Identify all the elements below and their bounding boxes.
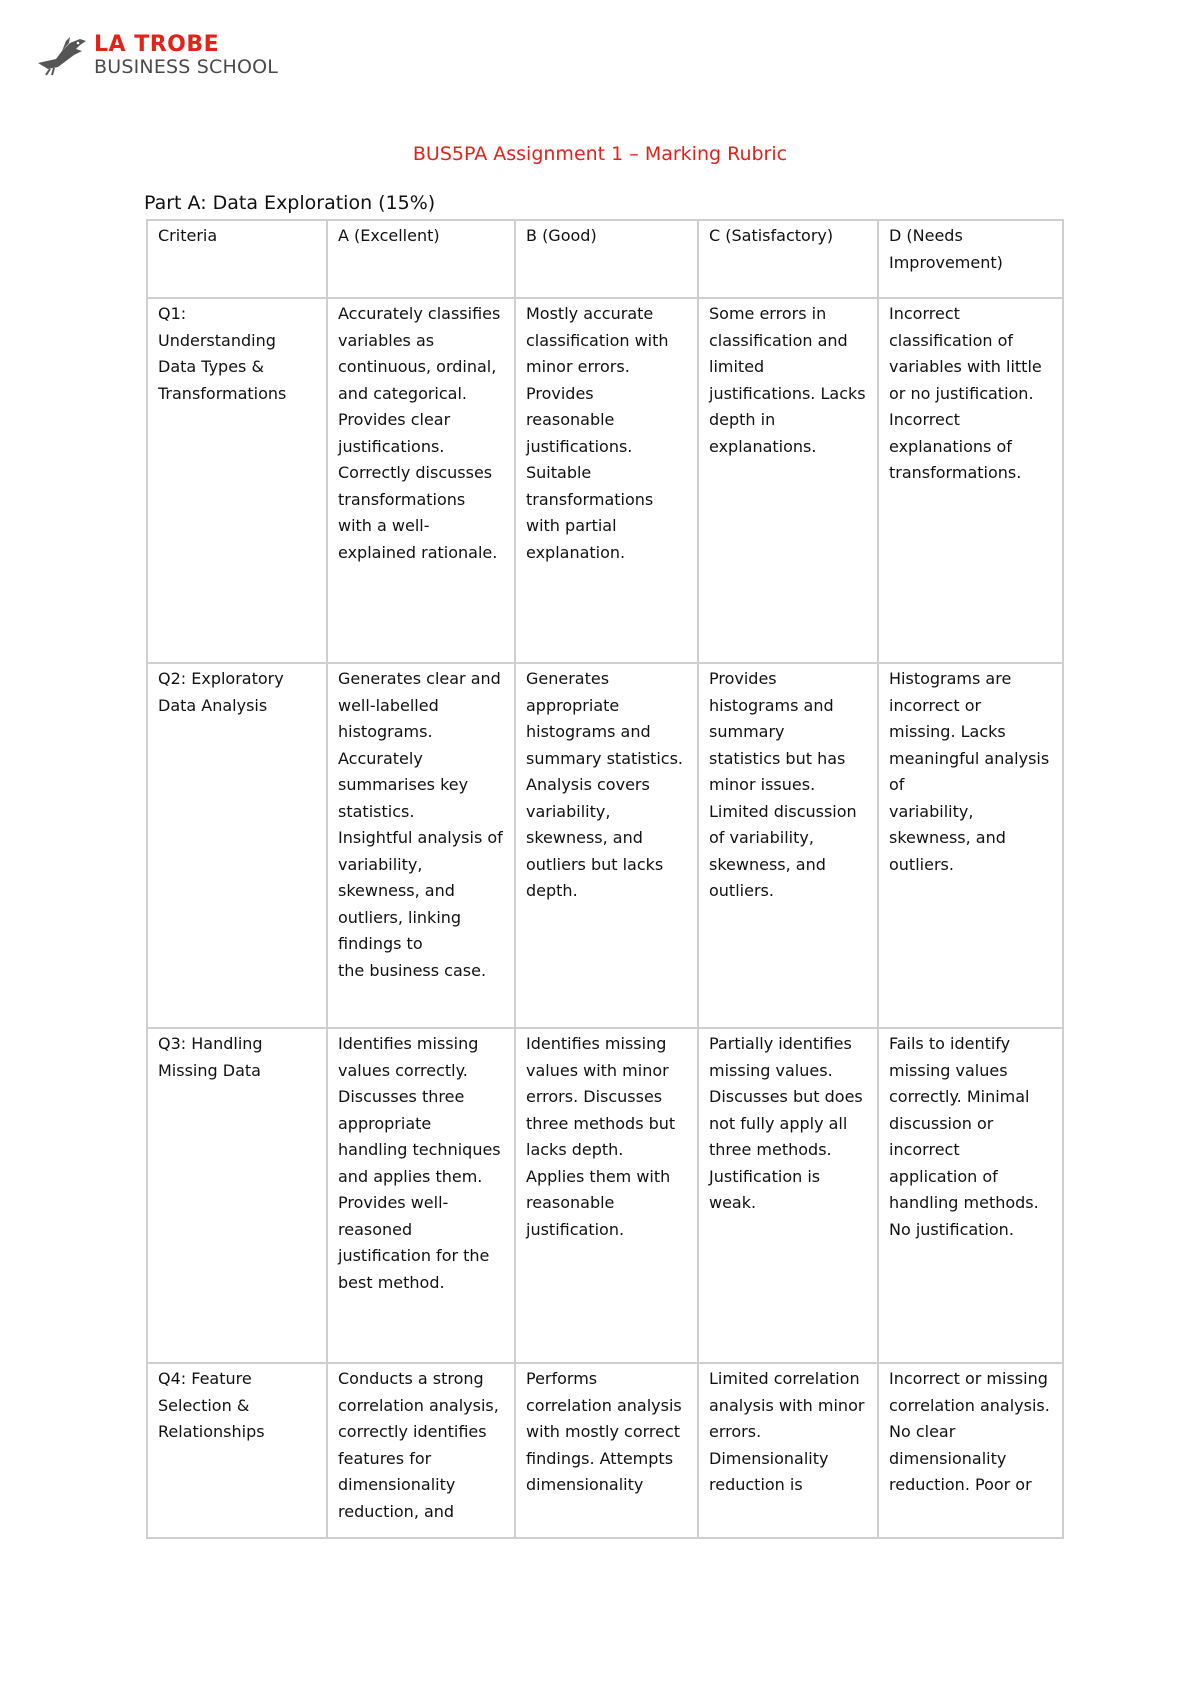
- marking-rubric-table: [146, 219, 1064, 1539]
- table-row: [147, 1028, 1063, 1363]
- grade-d-cell: Histograms are incorrect or missing. Lacks meaningful analysis of variability, skewness, and outliers.: [878, 663, 1063, 1028]
- table-row: [147, 663, 1063, 1028]
- grade-c-cell: Some errors in classification and limited justifications. Lacks depth in explanations.: [698, 298, 878, 663]
- criteria-cell: Q2: Exploratory Data Analysis: [147, 663, 327, 1028]
- grade-c-cell: Partially identifies missing values. Discusses but does not fully apply all three methods. Justification is weak.: [698, 1028, 878, 1363]
- grade-d-cell: Fails to identify missing values correctly. Minimal discussion or incorrect application of handling methods. No justification.: [878, 1028, 1063, 1363]
- table-header-row: [147, 220, 1063, 298]
- table-row: [147, 1363, 1063, 1538]
- table-row: [147, 298, 1063, 663]
- la-trobe-logo: [36, 30, 278, 80]
- grade-b-cell: Generates appropriate histograms and summary statistics. Analysis covers variability, skewness, and outliers but lacks depth.: [515, 663, 698, 1028]
- grade-c-cell: Provides histograms and summary statistics but has minor issues. Limited discussion of variability, skewness, and outliers.: [698, 663, 878, 1028]
- header-grade-d: D (Needs Improvement): [878, 220, 1063, 298]
- grade-d-cell: Incorrect classification of variables with little or no justification. Incorrect explanations of transformations.: [878, 298, 1063, 663]
- section-heading: Part A: Data Exploration (15%): [144, 192, 436, 214]
- grade-a-cell: Identifies missing values correctly. Discusses three appropriate handling techniques and applies them. Provides well- reasoned justification for the best method.: [327, 1028, 515, 1363]
- header-grade-c: C (Satisfactory): [698, 220, 878, 298]
- header-criteria: Criteria: [147, 220, 327, 298]
- logo-wordmark-line2: BUSINESS SCHOOL: [94, 55, 279, 78]
- header-grade-a: A (Excellent): [327, 220, 515, 298]
- criteria-cell: Q4: Feature Selection & Relationships: [147, 1363, 327, 1538]
- kingfisher-logo-icon: [36, 33, 88, 77]
- grade-b-cell: Mostly accurate classification with minor errors. Provides reasonable justifications. Suitable transformations with partial explanation.: [515, 298, 698, 663]
- grade-a-cell: Generates clear and well-labelled histograms. Accurately summarises key statistics. Insightful analysis of variability, skewness, and outliers, linking findings to the business case.: [327, 663, 515, 1028]
- grade-b-cell: Performs correlation analysis with mostly correct findings. Attempts dimensionality: [515, 1363, 698, 1538]
- grade-c-cell: Limited correlation analysis with minor errors. Dimensionality reduction is: [698, 1363, 878, 1538]
- criteria-cell: Q1: Understanding Data Types & Transformations: [147, 298, 327, 663]
- header-grade-b: B (Good): [515, 220, 698, 298]
- logo-wordmark-line1: LA TROBE: [94, 31, 220, 57]
- grade-d-cell: Incorrect or missing correlation analysis. No clear dimensionality reduction. Poor or: [878, 1363, 1063, 1538]
- criteria-cell: Q3: Handling Missing Data: [147, 1028, 327, 1363]
- document-title: BUS5PA Assignment 1 – Marking Rubric: [412, 143, 788, 165]
- grade-a-cell: Accurately classifies variables as continuous, ordinal, and categorical. Provides clear justifications. Correctly discusses transformations with a well- explained rationale.: [327, 298, 515, 663]
- grade-a-cell: Conducts a strong correlation analysis, correctly identifies features for dimensionality reduction, and: [327, 1363, 515, 1538]
- grade-b-cell: Identifies missing values with minor errors. Discusses three methods but lacks depth. Applies them with reasonable justification.: [515, 1028, 698, 1363]
